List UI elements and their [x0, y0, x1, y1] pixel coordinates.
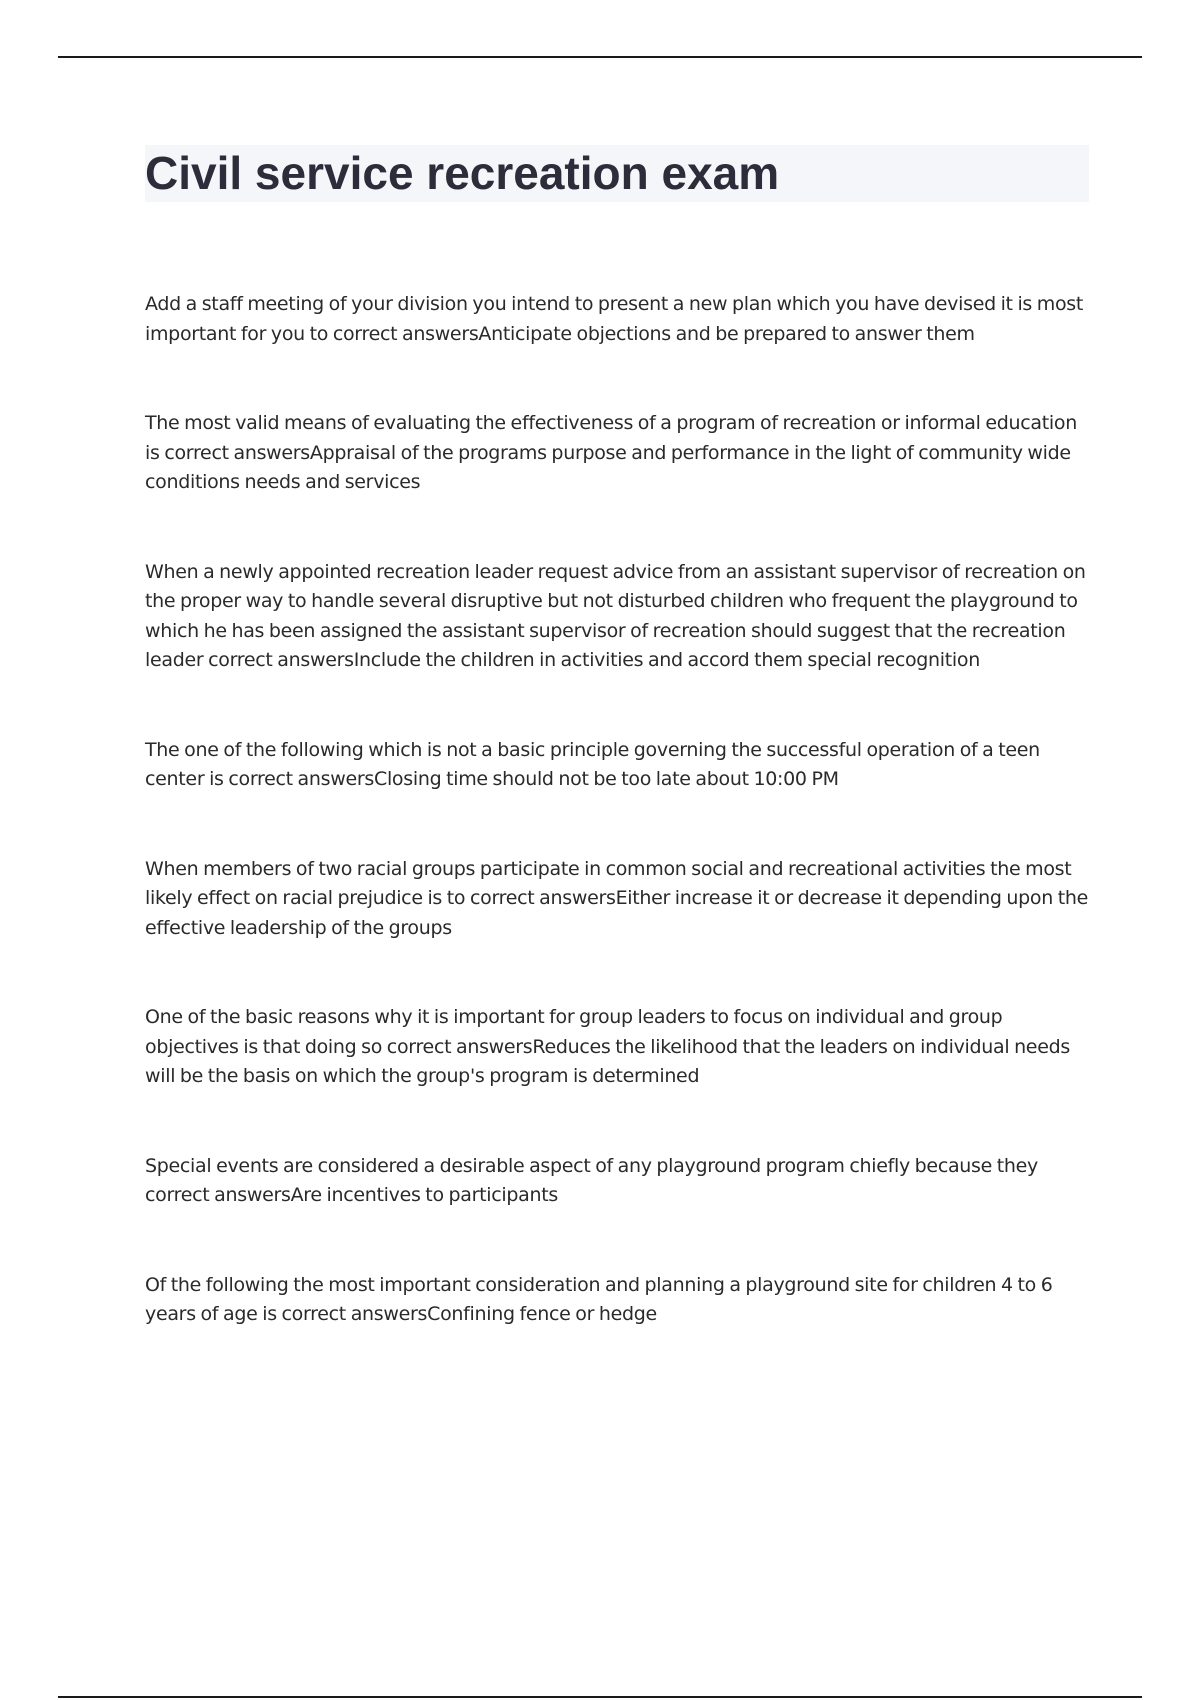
qa-item-2: The most valid means of evaluating the effectiveness of a program of recreation or informal education is correct answersAppraisal of the programs purpose and performance in the light of community wide conditions needs and services: [145, 412, 1077, 493]
qa-item-3: When a newly appointed recreation leader request advice from an assistant supervisor of recreation on the proper way to handle several disruptive but not disturbed children who frequent the playground to which he has been assigned the assistant supervisor of recreation should suggest that the recreation leader correct answersInclude the children in activities and accord them special recognition: [145, 560, 1086, 671]
qa-item-7: Special events are considered a desirable aspect of any playground program chiefly because they correct answersAre incentives to participants: [145, 1154, 1038, 1206]
page-title: Civil service recreation exam: [145, 147, 780, 199]
qa-item-4: The one of the following which is not a basic principle governing the successful operation of a teen center is correct answersClosing time should not be too late about 10:00 PM: [145, 738, 1040, 790]
qa-item-6: One of the basic reasons why it is important for group leaders to focus on individual and group objectives is that doing so correct answersReduces the likelihood that the leaders on individual needs will be the basis on which the group's program is determined: [145, 1006, 1070, 1087]
header-rule: [58, 56, 1142, 58]
qa-list: [145, 290, 1089, 1390]
qa-item-5: When members of two racial groups participate in common social and recreational activities the most likely effect on racial prejudice is to correct answersEither increase it or decrease it depending upon the effective leadership of the groups: [145, 857, 1088, 939]
footer-rule: [58, 1696, 1142, 1698]
qa-item-1: Add a staff meeting of your division you intend to present a new plan which you have devised it is most important for you to correct answersAnticipate objections and be prepared to answer them: [145, 293, 1084, 345]
qa-item-8: Of the following the most important consideration and planning a playground site for children 4 to 6 years of age is correct answersConfining fence or hedge: [145, 1273, 1053, 1325]
